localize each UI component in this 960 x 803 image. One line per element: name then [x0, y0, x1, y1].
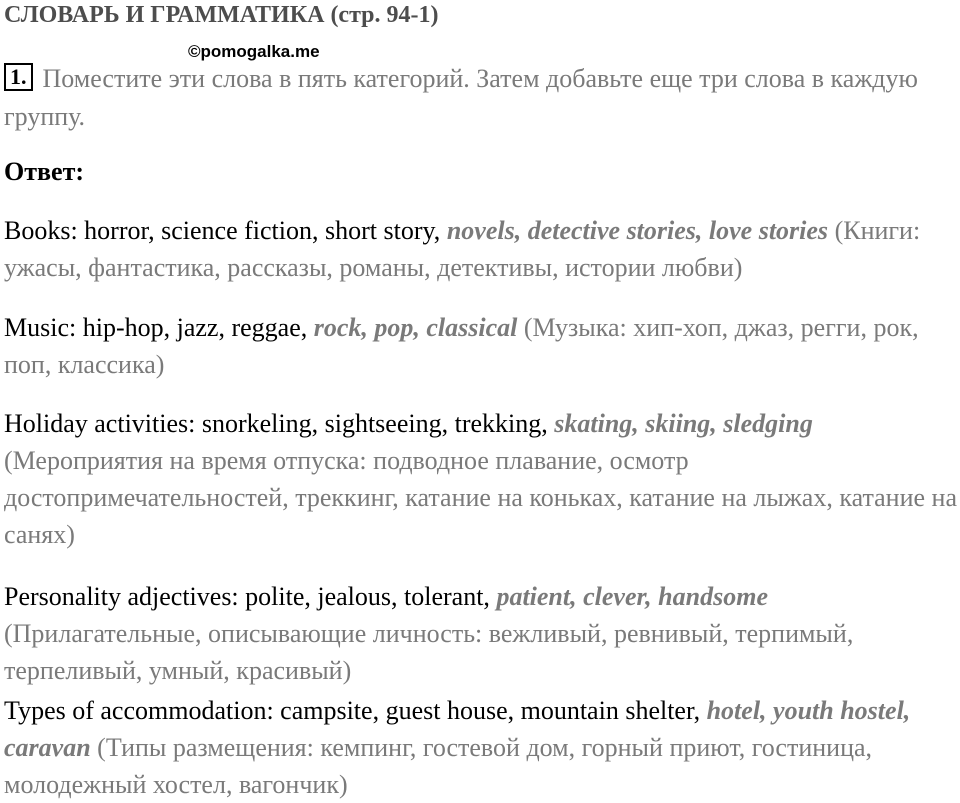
category-added-words: skating, skiing, sledging	[554, 409, 813, 438]
category-english: Books: horror, science fiction, short story,	[4, 216, 441, 245]
category-english: Holiday activities: snorkeling, sightseeing, trekking,	[4, 409, 548, 438]
category-music	[4, 309, 960, 383]
task-statement	[4, 60, 954, 136]
category-english: Music: hip-hop, jazz, reggae,	[4, 313, 308, 342]
category-added-words: patient, clever, handsome	[496, 582, 768, 611]
watermark: ©pomogalka.me	[188, 42, 320, 61]
category-translation: (Мероприятия на время отпуска: подводное плавание, осмотр достопримечательностей, треккинг, катание на коньках, катание на лыжах, катание на санях)	[4, 446, 957, 549]
category-personality-adjectives	[4, 578, 960, 689]
category-holiday-activities	[4, 405, 960, 553]
category-added-words: rock, pop, classical	[313, 313, 518, 342]
category-added-words: novels, detective stories, love stories	[446, 216, 829, 245]
category-english: Types of accommodation: campsite, guest house, mountain shelter,	[4, 696, 701, 725]
category-added-words: hotel, youth hostel, caravan	[4, 696, 911, 762]
category-accommodation	[4, 692, 960, 803]
category-books	[4, 212, 960, 286]
task-text: Поместите эти слова в пять категорий. Затем добавьте еще три слова в каждую группу.	[4, 64, 918, 131]
category-translation: (Музыка: хип-хоп, джаз, регги, рок, поп, классика)	[4, 313, 919, 379]
category-translation: (Книги: ужасы, фантастика, рассказы, романы, детективы, истории любви)	[4, 216, 921, 282]
page-title: СЛОВАРЬ И ГРАММАТИКА (стр. 94-1)	[4, 2, 439, 28]
category-translation: (Прилагательные, описывающие личность: вежливый, ревнивый, терпимый, терпеливый, умный, красивый)	[4, 619, 854, 685]
task-number: 1.	[4, 63, 33, 91]
category-english: Personality adjectives: polite, jealous, tolerant,	[4, 582, 490, 611]
category-translation: (Типы размещения: кемпинг, гостевой дом, горный приют, гостиница, молодежный хостел, вагончик)	[4, 733, 873, 799]
answer-label: Ответ:	[4, 157, 85, 186]
